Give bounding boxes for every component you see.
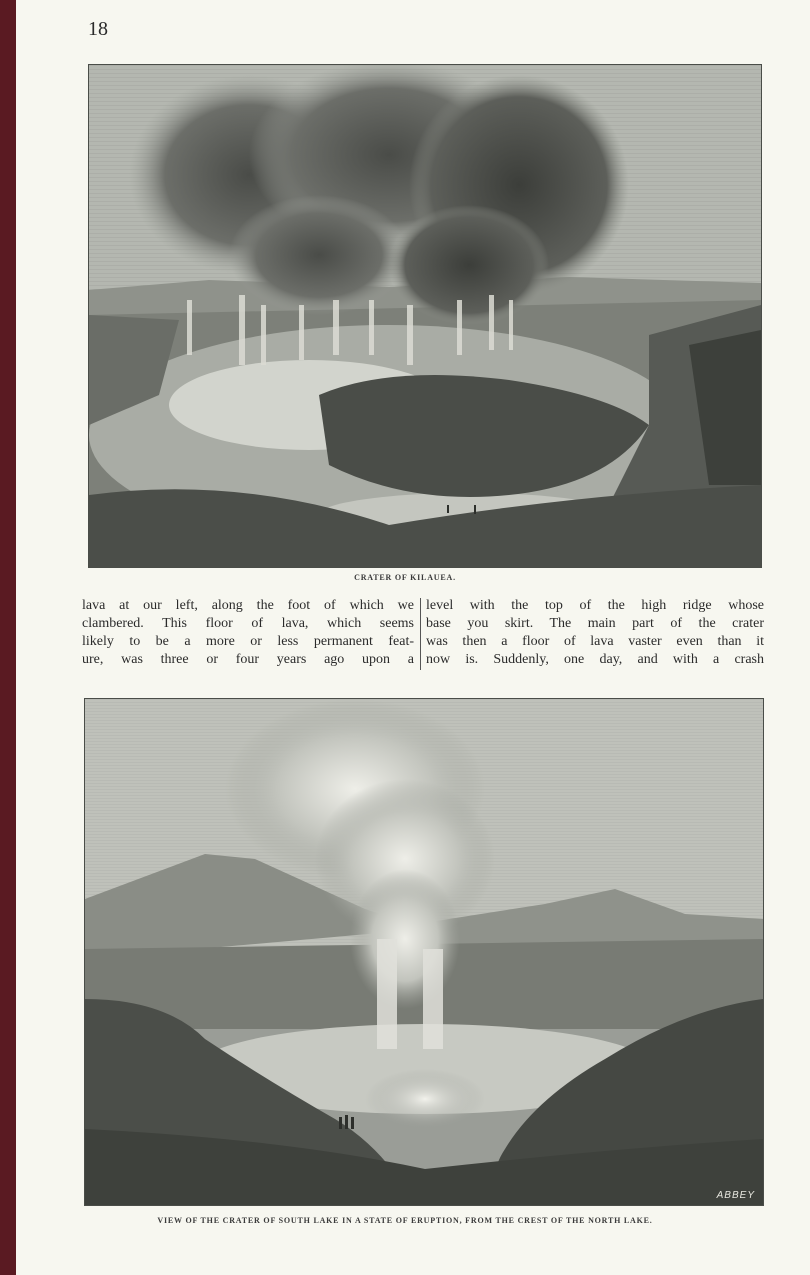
engraving-crater-of-kilauea xyxy=(88,64,762,568)
figure-caption-crater-of-kilauea: CRATER OF KILAUEA. xyxy=(354,573,456,582)
engraver-signature: ABBEY xyxy=(716,1190,755,1201)
text-line: lava at our left, along the foot of which we xyxy=(82,598,414,613)
body-text-left-column xyxy=(82,597,414,669)
column-divider xyxy=(420,598,421,670)
text-line: now is. Suddenly, one day, and with a crash xyxy=(426,652,764,667)
book-binding-edge xyxy=(0,0,16,1275)
south-lake-eruption-illustration xyxy=(85,699,763,1205)
crater-of-kilauea-illustration xyxy=(89,65,761,567)
text-line: base you skirt. The main part of the crater xyxy=(426,616,764,631)
page-number: 18 xyxy=(88,18,108,40)
text-line: was then a floor of lava vaster even than it xyxy=(426,634,764,649)
text-line: ure, was three or four years ago upon a xyxy=(82,652,414,667)
figure-caption-south-lake-eruption: VIEW OF THE CRATER OF SOUTH LAKE IN A STATE OF ERUPTION, FROM THE CREST OF THE NORTH LAKE. xyxy=(157,1216,653,1225)
text-line: clambered. This floor of lava, which seems xyxy=(82,616,414,631)
text-line: likely to be a more or less permanent feat- xyxy=(82,634,414,649)
body-text-right-column xyxy=(426,597,764,669)
text-line: level with the top of the high ridge whose xyxy=(426,598,764,613)
engraving-south-lake-eruption xyxy=(84,698,764,1206)
